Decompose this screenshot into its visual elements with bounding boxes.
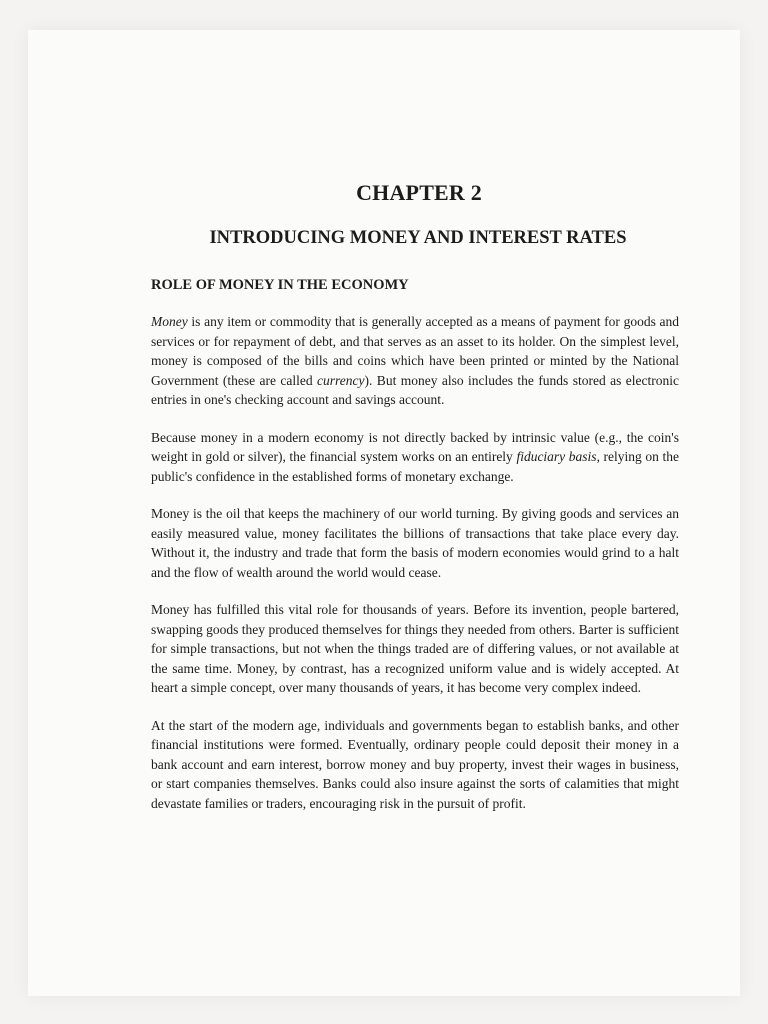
paragraph-4: Money has fulfilled this vital role for thousands of years. Before its invention, people bartered, swapping goods they produced themselves for things they needed from others. Barter is sufficient for simple transactions, but not when the things traded are of differing values, or not available at the same time. Money, by contrast, has a recognized uniform value and is widely accepted. At heart a simple concept, over many thousands of years, it has become very complex indeed. (151, 602, 679, 695)
paragraph-2-text-b: , relying on the public's confidence in the established forms of monetary exchange. (151, 449, 680, 484)
chapter-title: INTRODUCING MONEY AND INTEREST RATES (209, 228, 627, 248)
paragraph-2 (151, 428, 679, 487)
chapter-heading: CHAPTER 2 (356, 180, 482, 205)
term-money: Money (151, 314, 188, 329)
paragraph-1-text-a: is any item or commodity that is generally accepted as a means of payment for goods and services or for repayment of debt, and that serves as an asset to its holder. On the simplest level, money is composed of the bills and coins which have been printed or minted by the National Government (these are called (151, 314, 679, 388)
paragraph-1 (151, 312, 679, 410)
term-currency: currency (317, 372, 365, 388)
paragraph-1-text-b: ). But money also includes the funds stored as electronic entries in one's checking account and savings account. (151, 372, 679, 407)
paragraph-3: Money is the oil that keeps the machinery of our world turning. By giving goods and services an easily measured value, money facilitates the billions of transactions that take place every day. Without it, the industry and trade that form the basis of modern economies would grind to a halt and the flow of wealth around the world would cease. (151, 506, 679, 580)
document-page (28, 30, 740, 996)
paragraph-2-text-a: Because money in a modern economy is not directly backed by intrinsic value (e.g., the coin's weight in gold or silver), the financial system works on an entirely (151, 429, 679, 464)
section-heading: ROLE OF MONEY IN THE ECONOMY (151, 277, 409, 293)
term-fiduciary-basis: fiduciary basis (516, 449, 597, 464)
paragraph-5: At the start of the modern age, individuals and governments began to establish banks, and other financial institutions were formed. Eventually, ordinary people could deposit their money in a bank account and earn interest, borrow money and buy property, invest their wages in business, or start companies themselves. Banks could also insure against the sorts of calamities that might devastate families or traders, encouraging risk in the pursuit of profit. (151, 717, 679, 811)
page-content (151, 180, 679, 831)
